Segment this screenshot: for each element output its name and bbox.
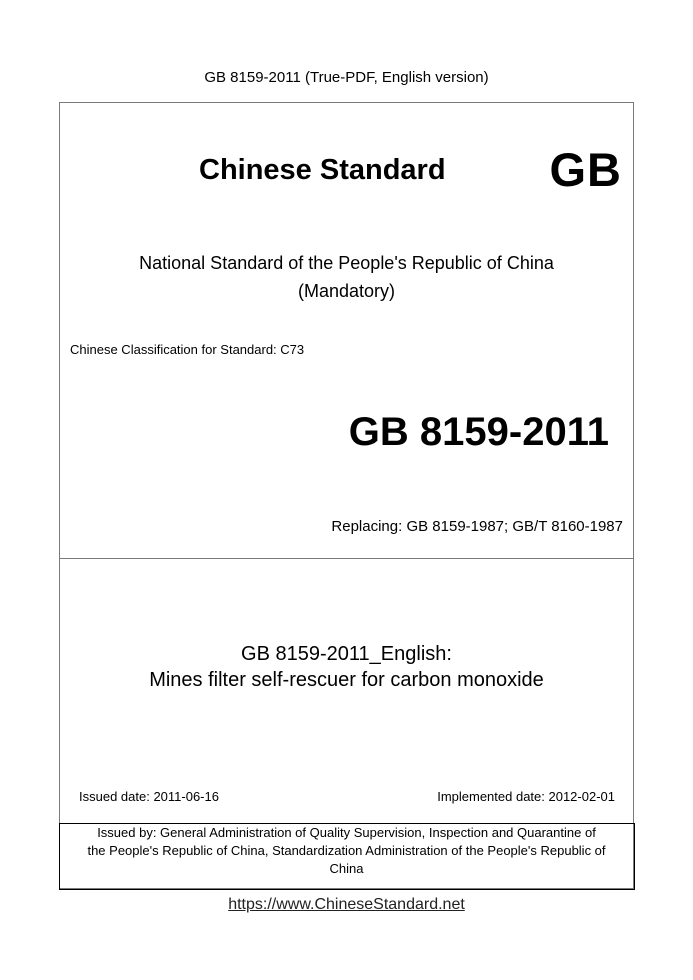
standard-number: GB 8159-2011 (348, 410, 609, 454)
classification-text: Chinese Classification for Standard: C73 (70, 342, 305, 357)
document-title-line-1: GB 8159-2011_English: (241, 643, 452, 665)
document-title (59, 641, 634, 693)
issued-by-line-3: China (329, 861, 364, 876)
document-title-line-2: Mines filter self-rescuer for carbon monoxide (149, 669, 544, 691)
national-line: National Standard of the People's Republic of China (139, 253, 554, 273)
page-header-title: GB 8159-2011 (True-PDF, English version) (204, 69, 489, 86)
cover-frame (59, 102, 634, 889)
section-divider (60, 558, 633, 559)
replacing-text: Replacing: GB 8159-1987; GB/T 8160-1987 (331, 518, 623, 535)
standard-title: Chinese Standard (199, 154, 446, 186)
national-standard-heading (59, 249, 634, 305)
mandatory-label: (Mandatory) (297, 281, 396, 301)
title-row (59, 142, 634, 198)
issued-by-text (59, 824, 634, 878)
issued-by-line-2: the People's Republic of China, Standardization Administration of the People's Republic of (87, 843, 606, 858)
issued-by-line-1: Issued by: General Administration of Quality Supervision, Inspection and Quarantine of (97, 825, 596, 840)
website-link[interactable]: https://www.ChineseStandard.net (228, 896, 465, 913)
issued-date: Issued date: 2011-06-16 (79, 789, 219, 804)
implemented-date: Implemented date: 2012-02-01 (437, 789, 615, 804)
gb-mark: GB (549, 143, 622, 196)
